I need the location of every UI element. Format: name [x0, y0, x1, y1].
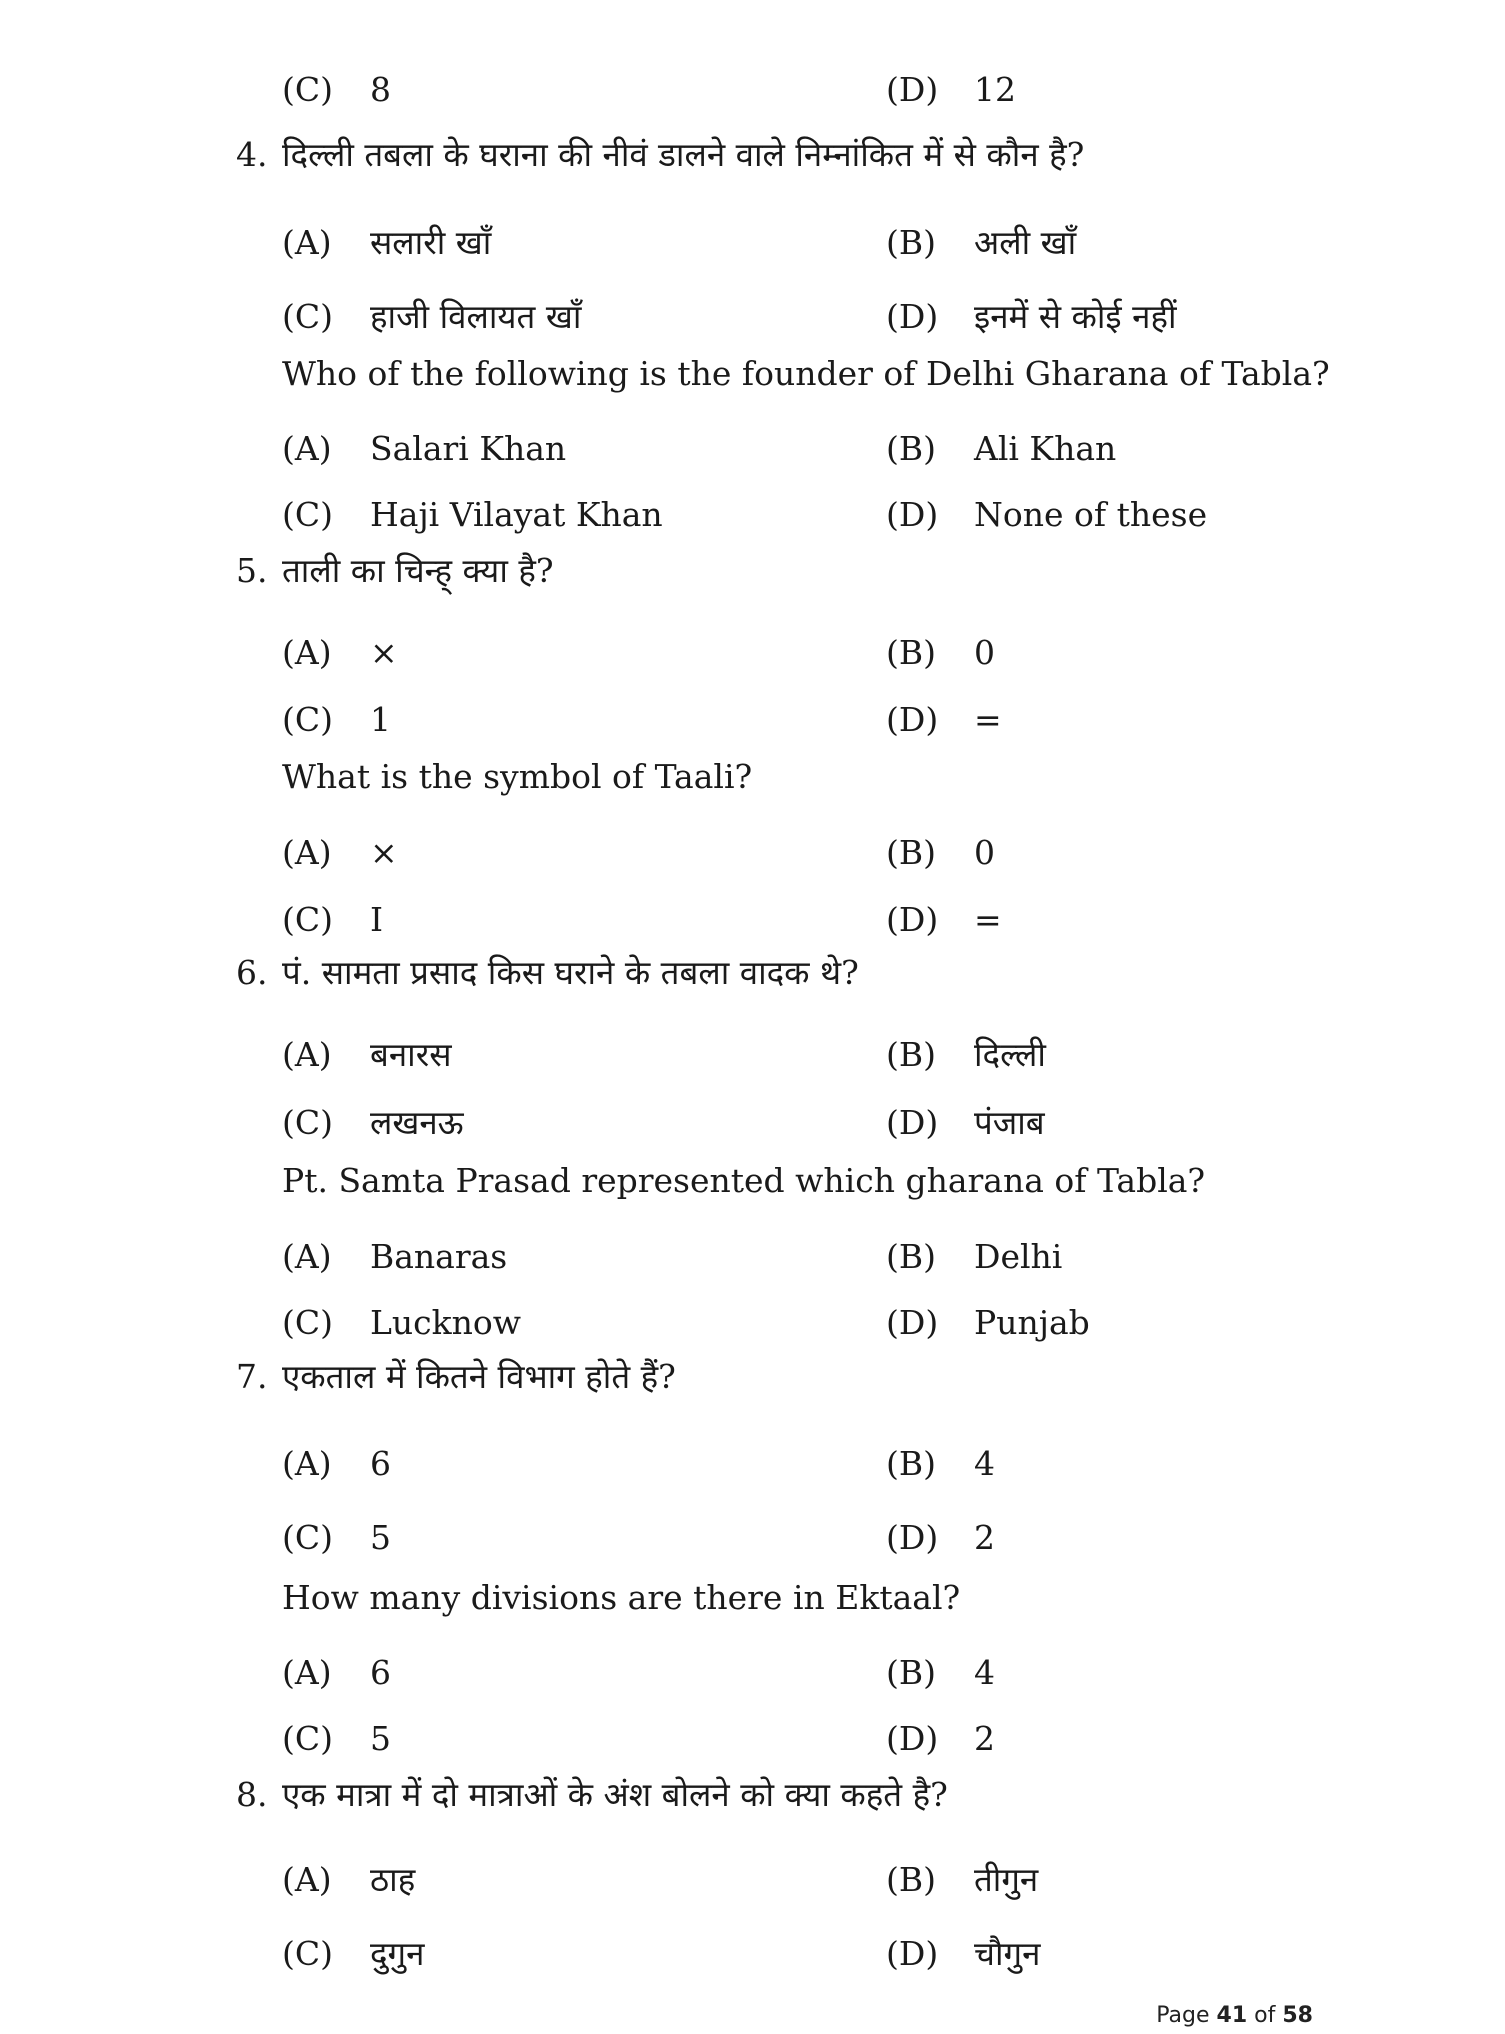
- option-d: (D) चौगुन: [886, 1934, 1041, 1973]
- q5-english-options: [282, 819, 1282, 953]
- option-d: (D) None of these: [886, 495, 1208, 534]
- q5-hindi-question: 5. ताली का चिन्ह् क्या है?: [236, 551, 554, 590]
- option-c: (C) दुगुन: [282, 1934, 425, 1973]
- option-b: (B) दिल्ली: [886, 1035, 1046, 1074]
- option-a: (A) 6: [282, 1444, 391, 1483]
- option-b: (B) 0: [886, 632, 995, 672]
- page-number: Page 41 of 58: [1156, 2003, 1313, 2028]
- option-b: (B) 4: [886, 1444, 995, 1483]
- option-c: (C) 5: [282, 1518, 391, 1557]
- option-b: (B) Ali Khan: [886, 429, 1117, 468]
- option-d: (D) 12: [886, 70, 1016, 109]
- option-c: (C) Haji Vilayat Khan: [282, 495, 663, 534]
- q5-hindi-options: [282, 619, 1282, 753]
- option-d: (D) =: [886, 699, 1002, 739]
- q6-hindi-options: [282, 1021, 1282, 1157]
- option-c: (C) I: [282, 899, 384, 939]
- q4-hindi-question: 4. दिल्ली तबला के घराना की नीवं डालने वाले निम्नांकित में से कौन है?: [236, 135, 1085, 174]
- q7-english-question: How many divisions are there in Ektaal?: [282, 1578, 961, 1617]
- option-d: (D) इनमें से कोई नहीं: [886, 297, 1177, 336]
- q6-hindi-question: 6. पं. सामता प्रसाद किस घराने के तबला वादक थे?: [236, 953, 859, 992]
- option-d: (D) =: [886, 899, 1002, 939]
- option-d: (D) पंजाब: [886, 1103, 1045, 1142]
- option-b: (B) अली खाँ: [886, 223, 1077, 262]
- option-a: (A) ठाह: [282, 1860, 416, 1899]
- option-b: (B) Delhi: [886, 1237, 1063, 1276]
- q5-english-question: What is the symbol of Taali?: [282, 757, 753, 796]
- q6-english-options: [282, 1224, 1282, 1356]
- q6-english-question: Pt. Samta Prasad represented which gharana of Tabla?: [282, 1161, 1206, 1200]
- option-d: (D) 2: [886, 1719, 995, 1758]
- option-c: (C) लखनऊ: [282, 1103, 464, 1142]
- q4-english-question: Who of the following is the founder of Delhi Gharana of Tabla?: [282, 354, 1330, 393]
- option-a: (A) बनारस: [282, 1035, 452, 1074]
- option-a: (A) ×: [282, 632, 398, 672]
- q4-english-options: [282, 416, 1282, 548]
- q8-hindi-question: 8. एक मात्रा में दो मात्राओं के अंश बोलने को क्या कहते है?: [236, 1775, 948, 1814]
- option-c: (C) 1: [282, 699, 391, 739]
- q7-hindi-options: [282, 1427, 1282, 1575]
- option-a: (A) Salari Khan: [282, 429, 567, 468]
- option-a: (A) Banaras: [282, 1237, 508, 1276]
- option-d: (D) Punjab: [886, 1303, 1090, 1342]
- option-a: (A) 6: [282, 1653, 391, 1692]
- q7-hindi-question: 7. एकताल में कितने विभाग होते हैं?: [236, 1357, 676, 1396]
- option-b: (B) तीगुन: [886, 1860, 1039, 1899]
- q8-hindi-options: [282, 1843, 1282, 1991]
- option-a: (A) सलारी खाँ: [282, 223, 492, 262]
- option-c: (C) Lucknow: [282, 1303, 522, 1342]
- q3-options: [282, 68, 1282, 112]
- option-c: (C) 8: [282, 70, 391, 109]
- q4-hindi-options: [282, 206, 1282, 354]
- q7-english-options: [282, 1640, 1282, 1772]
- option-c: (C) 5: [282, 1719, 391, 1758]
- option-b: (B) 0: [886, 832, 995, 872]
- option-b: (B) 4: [886, 1653, 995, 1692]
- option-d: (D) 2: [886, 1518, 995, 1557]
- option-a: (A) ×: [282, 832, 398, 872]
- option-c: (C) हाजी विलायत खाँ: [282, 297, 582, 336]
